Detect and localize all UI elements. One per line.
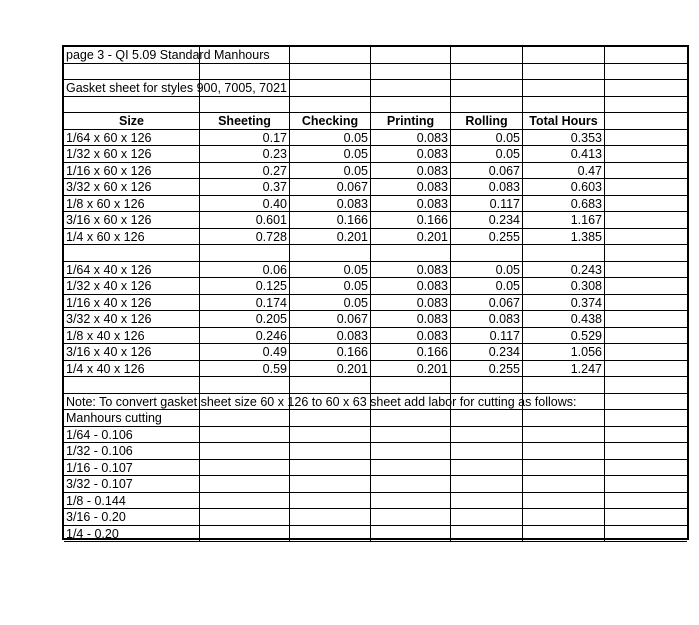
- empty-cell: [523, 47, 605, 64]
- table-row: [64, 278, 687, 295]
- cutting-cell: 3/32 - 0.107: [64, 476, 200, 493]
- empty-cell: [605, 146, 687, 163]
- rolling-cell: 0.083: [451, 311, 523, 328]
- cutting-row: [64, 460, 687, 477]
- empty-cell: [200, 245, 290, 262]
- size-cell: 1/64 x 60 x 126: [64, 130, 200, 147]
- printing-cell: 0.083: [371, 130, 451, 147]
- empty-cell: [200, 377, 290, 394]
- empty-cell: [371, 476, 451, 493]
- size-cell: 1/16 x 60 x 126: [64, 163, 200, 180]
- table-row: [64, 229, 687, 246]
- empty-cell: [371, 64, 451, 81]
- rolling-cell: 0.05: [451, 278, 523, 295]
- cutting-title-row: [64, 410, 687, 427]
- empty-cell: [451, 64, 523, 81]
- empty-cell: [451, 377, 523, 394]
- cutting-row: [64, 526, 687, 543]
- empty-cell: [523, 493, 605, 510]
- empty-cell: [290, 410, 371, 427]
- printing-cell: 0.201: [371, 361, 451, 378]
- empty-cell: [605, 460, 687, 477]
- empty-cell: [605, 328, 687, 345]
- printing-cell: 0.083: [371, 146, 451, 163]
- empty-cell: [605, 509, 687, 526]
- checking-cell: 0.05: [290, 295, 371, 312]
- subtitle-row: [64, 80, 687, 97]
- table-row: [64, 328, 687, 345]
- empty-cell: [605, 113, 687, 130]
- empty-cell: [605, 80, 687, 97]
- cutting-cell: 1/32 - 0.106: [64, 443, 200, 460]
- empty-cell: [523, 526, 605, 543]
- spreadsheet-table: [62, 45, 689, 540]
- empty-cell: [605, 196, 687, 213]
- empty-cell: [451, 410, 523, 427]
- size-cell: 1/8 x 40 x 126: [64, 328, 200, 345]
- empty-cell: [64, 245, 200, 262]
- sheeting-cell: 0.23: [200, 146, 290, 163]
- empty-cell: [605, 97, 687, 114]
- empty-cell: [371, 410, 451, 427]
- empty-cell: [605, 278, 687, 295]
- sheeting-cell: 0.205: [200, 311, 290, 328]
- sheeting-cell: 0.37: [200, 179, 290, 196]
- printing-cell: 0.083: [371, 163, 451, 180]
- cutting-cell: 1/16 - 0.107: [64, 460, 200, 477]
- empty-cell: [451, 526, 523, 543]
- size-cell: 1/16 x 40 x 126: [64, 295, 200, 312]
- checking-cell: 0.083: [290, 328, 371, 345]
- empty-cell: [371, 526, 451, 543]
- checking-cell: 0.166: [290, 212, 371, 229]
- empty-cell: [371, 377, 451, 394]
- empty-cell: [605, 47, 687, 64]
- empty-cell: [523, 427, 605, 444]
- size-cell: 1/32 x 60 x 126: [64, 146, 200, 163]
- size-cell: 1/64 x 40 x 126: [64, 262, 200, 279]
- empty-cell: [451, 245, 523, 262]
- sheeting-cell: 0.17: [200, 130, 290, 147]
- empty-cell: [523, 460, 605, 477]
- size-cell: 3/32 x 40 x 126: [64, 311, 200, 328]
- checking-cell: 0.067: [290, 179, 371, 196]
- note-row-text: Note: To convert gasket sheet size 60 x 126 to 60 x 63 sheet add labor for cutting as follows:: [66, 394, 577, 409]
- empty-cell: [290, 427, 371, 444]
- blank-row: [64, 97, 687, 114]
- total-hours-cell: 0.413: [523, 146, 605, 163]
- table-row: [64, 163, 687, 180]
- column-header-total-hours: Total Hours: [523, 113, 605, 130]
- sheeting-cell: 0.06: [200, 262, 290, 279]
- rolling-cell: 0.234: [451, 344, 523, 361]
- printing-cell: 0.083: [371, 328, 451, 345]
- table-row: [64, 295, 687, 312]
- size-cell: 1/4 x 60 x 126: [64, 229, 200, 246]
- empty-cell: [605, 493, 687, 510]
- total-hours-cell: 1.056: [523, 344, 605, 361]
- empty-cell: [451, 460, 523, 477]
- empty-cell: [605, 295, 687, 312]
- total-hours-cell: 0.529: [523, 328, 605, 345]
- empty-cell: [605, 64, 687, 81]
- cutting-row: [64, 493, 687, 510]
- blank-row: [64, 377, 687, 394]
- empty-cell: [371, 443, 451, 460]
- cutting-cell: 1/4 - 0.20: [64, 526, 200, 543]
- empty-cell: [605, 410, 687, 427]
- empty-cell: [290, 80, 371, 97]
- column-header-rolling: Rolling: [451, 113, 523, 130]
- empty-cell: [605, 443, 687, 460]
- checking-cell: 0.067: [290, 311, 371, 328]
- rolling-cell: 0.067: [451, 295, 523, 312]
- empty-cell: [290, 460, 371, 477]
- total-hours-cell: 0.438: [523, 311, 605, 328]
- printing-cell: 0.166: [371, 344, 451, 361]
- empty-cell: [605, 476, 687, 493]
- column-header-size: Size: [64, 113, 200, 130]
- empty-cell: [290, 443, 371, 460]
- empty-cell: [200, 509, 290, 526]
- empty-cell: [371, 509, 451, 526]
- size-cell: 3/16 x 40 x 126: [64, 344, 200, 361]
- empty-cell: [605, 262, 687, 279]
- total-hours-cell: 1.247: [523, 361, 605, 378]
- empty-cell: [523, 476, 605, 493]
- empty-cell: [290, 509, 371, 526]
- printing-cell: 0.201: [371, 229, 451, 246]
- cutting-cell: 3/16 - 0.20: [64, 509, 200, 526]
- empty-cell: [605, 526, 687, 543]
- rolling-cell: 0.05: [451, 146, 523, 163]
- empty-cell: [200, 493, 290, 510]
- printing-cell: 0.083: [371, 179, 451, 196]
- empty-cell: [605, 163, 687, 180]
- empty-cell: [605, 245, 687, 262]
- empty-cell: [451, 493, 523, 510]
- cutting-row: [64, 427, 687, 444]
- page-header-row: [64, 47, 687, 64]
- checking-cell: 0.05: [290, 163, 371, 180]
- note-row: [64, 394, 687, 411]
- sheeting-cell: 0.601: [200, 212, 290, 229]
- empty-cell: [605, 361, 687, 378]
- empty-cell: [371, 47, 451, 64]
- total-hours-cell: 0.243: [523, 262, 605, 279]
- empty-cell: [290, 476, 371, 493]
- empty-cell: [200, 443, 290, 460]
- size-cell: 1/4 x 40 x 126: [64, 361, 200, 378]
- cutting-row: [64, 509, 687, 526]
- size-cell: 1/32 x 40 x 126: [64, 278, 200, 295]
- rolling-cell: 0.234: [451, 212, 523, 229]
- empty-cell: [64, 377, 200, 394]
- sheeting-cell: 0.40: [200, 196, 290, 213]
- checking-cell: 0.201: [290, 361, 371, 378]
- empty-cell: [451, 443, 523, 460]
- empty-cell: [64, 97, 200, 114]
- empty-cell: [200, 410, 290, 427]
- rolling-cell: 0.117: [451, 328, 523, 345]
- sheeting-cell: 0.174: [200, 295, 290, 312]
- empty-cell: [290, 245, 371, 262]
- empty-cell: [371, 460, 451, 477]
- rolling-cell: 0.255: [451, 361, 523, 378]
- column-header-row: [64, 113, 687, 130]
- table-row: [64, 361, 687, 378]
- empty-cell: [290, 97, 371, 114]
- empty-cell: [523, 509, 605, 526]
- column-header-sheeting: Sheeting: [200, 113, 290, 130]
- empty-cell: [523, 245, 605, 262]
- empty-cell: [451, 80, 523, 97]
- empty-cell: [605, 344, 687, 361]
- table-row: [64, 130, 687, 147]
- empty-cell: [290, 377, 371, 394]
- printing-cell: 0.166: [371, 212, 451, 229]
- total-hours-cell: 0.603: [523, 179, 605, 196]
- column-header-checking: Checking: [290, 113, 371, 130]
- empty-cell: [605, 130, 687, 147]
- empty-cell: [451, 509, 523, 526]
- column-header-printing: Printing: [371, 113, 451, 130]
- sheeting-cell: 0.728: [200, 229, 290, 246]
- total-hours-cell: 0.683: [523, 196, 605, 213]
- rolling-cell: 0.05: [451, 262, 523, 279]
- empty-cell: [200, 427, 290, 444]
- sheeting-cell: 0.125: [200, 278, 290, 295]
- empty-cell: [523, 377, 605, 394]
- sheeting-cell: 0.49: [200, 344, 290, 361]
- size-cell: 1/8 x 60 x 126: [64, 196, 200, 213]
- empty-cell: [605, 377, 687, 394]
- empty-cell: [290, 526, 371, 543]
- empty-cell: [523, 80, 605, 97]
- empty-cell: [605, 394, 687, 411]
- total-hours-cell: 1.385: [523, 229, 605, 246]
- size-cell: 3/32 x 60 x 126: [64, 179, 200, 196]
- page-header-row-text: page 3 - QI 5.09 Standard Manhours: [66, 48, 270, 62]
- empty-cell: [605, 229, 687, 246]
- rolling-cell: 0.117: [451, 196, 523, 213]
- checking-cell: 0.05: [290, 130, 371, 147]
- printing-cell: 0.083: [371, 278, 451, 295]
- empty-cell: [371, 97, 451, 114]
- empty-cell: [605, 212, 687, 229]
- checking-cell: 0.05: [290, 278, 371, 295]
- printing-cell: 0.083: [371, 311, 451, 328]
- empty-cell: [290, 493, 371, 510]
- empty-cell: [200, 64, 290, 81]
- total-hours-cell: 0.47: [523, 163, 605, 180]
- empty-cell: [290, 64, 371, 81]
- total-hours-cell: 0.374: [523, 295, 605, 312]
- checking-cell: 0.05: [290, 146, 371, 163]
- empty-cell: [451, 97, 523, 114]
- total-hours-cell: 0.308: [523, 278, 605, 295]
- table-row: [64, 262, 687, 279]
- empty-cell: [605, 179, 687, 196]
- table-row: [64, 212, 687, 229]
- empty-cell: [451, 427, 523, 444]
- checking-cell: 0.201: [290, 229, 371, 246]
- table-row: [64, 179, 687, 196]
- empty-cell: [200, 476, 290, 493]
- printing-cell: 0.083: [371, 262, 451, 279]
- empty-cell: [64, 64, 200, 81]
- empty-cell: [290, 47, 371, 64]
- checking-cell: 0.05: [290, 262, 371, 279]
- empty-cell: [200, 526, 290, 543]
- blank-row: [64, 64, 687, 81]
- empty-cell: [523, 443, 605, 460]
- empty-cell: [523, 64, 605, 81]
- cutting-cell: 1/64 - 0.106: [64, 427, 200, 444]
- empty-cell: [605, 427, 687, 444]
- sheeting-cell: 0.59: [200, 361, 290, 378]
- empty-cell: [523, 97, 605, 114]
- empty-cell: [451, 476, 523, 493]
- empty-cell: [523, 410, 605, 427]
- blank-row: [64, 245, 687, 262]
- empty-cell: [451, 47, 523, 64]
- empty-cell: [200, 460, 290, 477]
- rolling-cell: 0.255: [451, 229, 523, 246]
- table-row: [64, 344, 687, 361]
- rolling-cell: 0.05: [451, 130, 523, 147]
- cutting-row: [64, 476, 687, 493]
- table-row: [64, 196, 687, 213]
- cutting-row: [64, 443, 687, 460]
- total-hours-cell: 1.167: [523, 212, 605, 229]
- sheeting-cell: 0.27: [200, 163, 290, 180]
- size-cell: 3/16 x 60 x 126: [64, 212, 200, 229]
- printing-cell: 0.083: [371, 295, 451, 312]
- sheeting-cell: 0.246: [200, 328, 290, 345]
- checking-cell: 0.166: [290, 344, 371, 361]
- empty-cell: [371, 245, 451, 262]
- empty-cell: [371, 80, 451, 97]
- total-hours-cell: 0.353: [523, 130, 605, 147]
- checking-cell: 0.083: [290, 196, 371, 213]
- subtitle-row-text: Gasket sheet for styles 900, 7005, 7021: [66, 81, 287, 95]
- rolling-cell: 0.083: [451, 179, 523, 196]
- table-row: [64, 146, 687, 163]
- cutting-title: Manhours cutting: [64, 410, 200, 427]
- empty-cell: [605, 311, 687, 328]
- rolling-cell: 0.067: [451, 163, 523, 180]
- empty-cell: [371, 427, 451, 444]
- printing-cell: 0.083: [371, 196, 451, 213]
- empty-cell: [371, 493, 451, 510]
- cutting-cell: 1/8 - 0.144: [64, 493, 200, 510]
- empty-cell: [200, 97, 290, 114]
- table-row: [64, 311, 687, 328]
